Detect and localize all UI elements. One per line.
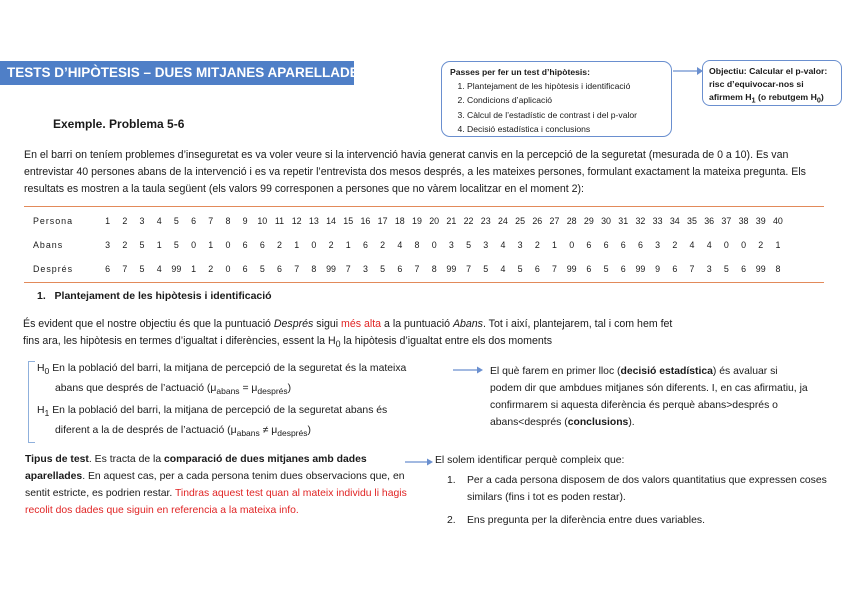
- table-cell: 0: [225, 240, 231, 250]
- table-top-rule: [24, 206, 824, 207]
- equals-sign: =: [239, 383, 252, 395]
- arrow-right-icon: [404, 456, 434, 468]
- step-item: 4. Decisió estadística i conclusions: [467, 122, 663, 136]
- text-span: a la puntuació: [381, 318, 453, 330]
- table-cell: 2: [758, 240, 764, 250]
- row-label: Persona: [33, 216, 74, 226]
- table-cell: 40: [772, 216, 783, 226]
- text-span: En la població del barri, la mitjana de percepció de la seguretat és la mateixa: [49, 363, 407, 374]
- table-cell: 28: [566, 216, 577, 226]
- table-cell: 21: [446, 216, 457, 226]
- arrow-right-icon: [452, 364, 484, 376]
- intro-paragraph: En el barri on teníem problemes d’inseguretat es va voler veure si la intervenció havia generat canvis en la percepció de la seguretat (mesurada de 0 a 10). Es van entrevistar 40 persones abans de la intervenció i es va repetir l’entrevista dos mesos després, a les mateixes persones, formulant exactament la mateixa pregunta. Els resultats es mostren a la taula següent (els valors 99 corresponen a persones que no vàrem localitzar en el moment 2):: [24, 149, 806, 195]
- subscript: després: [257, 386, 288, 397]
- table-cell: 6: [242, 240, 248, 250]
- table-cell: 23: [480, 216, 491, 226]
- list-text: Per a cada persona disposem de dos valors quantitatius que expressen coses similars (fins i tot es poden restar).: [467, 475, 827, 503]
- table-cell: 5: [466, 240, 471, 250]
- steps-heading: Passes per fer un test d’hipòtesis:: [450, 67, 590, 77]
- table-cell: 11: [274, 216, 285, 226]
- test-type-paragraph: [25, 451, 423, 519]
- table-cell: 7: [552, 264, 557, 274]
- table-cell: 6: [191, 216, 196, 226]
- table-cell: 35: [687, 216, 697, 226]
- section-number: 1.: [37, 290, 46, 302]
- table-cell: 7: [294, 264, 300, 274]
- not-equals-sign: ≠: [259, 425, 272, 437]
- table-cell: 34: [669, 216, 680, 226]
- objective-text: Calcular el p-valor: risc d’equivocar-nos si afirmem H: [709, 66, 828, 102]
- table-cell: 5: [603, 264, 609, 274]
- table-cell: 36: [704, 216, 715, 226]
- hypothesis-label: H: [37, 405, 45, 416]
- table-cell: 99: [171, 264, 182, 274]
- highlight-text: Tindras aquest test quan al mateix individu li hagis recolit dos dades que siguin en referencia a la mateixa info.: [25, 488, 407, 516]
- table-cell: 6: [397, 264, 403, 274]
- text-span: diferent a la de després de l’actuació (: [55, 425, 231, 437]
- table-cell: 5: [380, 264, 386, 274]
- steps-box: [441, 61, 672, 137]
- table-cell: 29: [583, 216, 594, 226]
- text-span: . En aquest cas, per a cada persona tenim dues observacions que, en sentit estricte, es podrien restar.: [25, 471, 405, 499]
- table-cell: 99: [326, 264, 336, 274]
- table-cell: 7: [122, 264, 128, 274]
- list-number: 1.: [447, 475, 456, 486]
- text-span: abans que després de l’actuació (: [55, 383, 211, 395]
- table-cell: 30: [601, 216, 611, 226]
- paragraph-line: [23, 333, 743, 353]
- table-cell: 3: [362, 264, 368, 274]
- table-cell: 24: [497, 216, 508, 226]
- table-cell: 4: [156, 264, 162, 274]
- text-span: ): [287, 383, 292, 395]
- hypothesis-line: [37, 360, 437, 380]
- table-cell: 6: [603, 240, 609, 250]
- table-cell: 99: [566, 264, 577, 274]
- table-cell: 2: [122, 216, 128, 226]
- section-paragraph: [23, 316, 743, 353]
- row-label: Abans: [33, 240, 64, 250]
- text-italic: Abans: [452, 318, 483, 330]
- page-title: TESTS D’HIPÒTESIS – DUES MITJANES APARELLADES: [0, 61, 354, 85]
- table-cell: 7: [689, 264, 695, 274]
- mu-symbol: μ: [251, 383, 258, 395]
- decision-paragraph: [490, 363, 810, 431]
- table-cell: 7: [466, 264, 471, 274]
- table-cell: 1: [156, 240, 162, 250]
- table-cell: 33: [652, 216, 663, 226]
- table-cell: 1: [105, 216, 111, 226]
- list-number: 2.: [447, 515, 456, 526]
- text-italic: Després: [273, 318, 314, 330]
- table-cell: 3: [517, 240, 523, 250]
- text-span: fins ara, les hipòtesis en termes d’igualtat i diferències, essent la H: [23, 335, 336, 347]
- objective-box: [702, 60, 842, 106]
- table-cell: 3: [448, 240, 454, 250]
- table-cell: 4: [156, 216, 162, 226]
- subscript: abans: [216, 386, 240, 397]
- section-title: Plantejament de les hipòtesis i identificació: [54, 290, 272, 302]
- table-cell: 1: [294, 240, 300, 250]
- objective-text-2: (o rebutgem H: [755, 92, 817, 102]
- objective-label: Objectiu:: [709, 66, 747, 76]
- list-item: [447, 472, 827, 506]
- subscript: 1: [44, 408, 50, 419]
- text-span: El què farem en primer lloc (: [490, 366, 621, 377]
- table-cell: 2: [208, 264, 214, 274]
- subscript: 0: [44, 366, 50, 377]
- table-cell: 25: [515, 216, 526, 226]
- table-cell: 0: [311, 240, 317, 250]
- table-cell: 6: [741, 264, 746, 274]
- table-cell: 7: [208, 216, 214, 226]
- table-cell: 18: [394, 216, 405, 226]
- text-span: . Tot i així, plantejarem, tal i com hem fet: [482, 318, 673, 330]
- mu-symbol: μ: [210, 383, 217, 395]
- objective-text-3: ): [820, 92, 824, 102]
- table-cell: 5: [139, 264, 145, 274]
- text-span: la hipòtesis d’igualtat entre els dos moments: [340, 335, 552, 347]
- table-cell: 6: [277, 264, 282, 274]
- row-label: Després: [33, 264, 74, 274]
- arrow-right-icon: [672, 64, 704, 78]
- table-cell: 0: [569, 240, 575, 250]
- hypotheses-bracket: [28, 361, 35, 443]
- list-text: Ens pregunta per la diferència entre dues variables.: [467, 515, 705, 526]
- table-cell: 17: [377, 216, 388, 226]
- table-cell: 6: [620, 264, 626, 274]
- table-cell: 2: [277, 240, 282, 250]
- example-title: Exemple. Problema 5-6: [53, 117, 185, 131]
- table-cell: 3: [483, 240, 489, 250]
- table-cell: 8: [414, 240, 420, 250]
- table-cell: 4: [500, 240, 506, 250]
- table-cell: 13: [308, 216, 319, 226]
- hypothesis-label: H: [37, 363, 45, 374]
- table-cell: 3: [105, 240, 111, 250]
- table-row: [33, 209, 787, 233]
- table-cell: 5: [173, 240, 179, 250]
- table-cell: 8: [225, 216, 231, 226]
- text-span: ): [307, 425, 311, 437]
- table-cell: 10: [257, 216, 268, 226]
- table-cell: 27: [549, 216, 560, 226]
- null-hypothesis: [37, 360, 437, 400]
- table-cell: 8: [311, 264, 317, 274]
- table-cell: 4: [397, 240, 403, 250]
- table-cell: 37: [721, 216, 732, 226]
- objective-sub: 1: [751, 95, 756, 105]
- table-cell: 8: [775, 264, 781, 274]
- table-cell: 32: [635, 216, 646, 226]
- subscript: abans: [236, 428, 260, 439]
- table-cell: 2: [122, 240, 128, 250]
- table-cell: 0: [723, 240, 729, 250]
- table-cell: 38: [738, 216, 749, 226]
- section-heading: [37, 290, 272, 302]
- table-cell: 14: [326, 216, 336, 226]
- table-row: [33, 257, 787, 281]
- table-cell: 19: [412, 216, 422, 226]
- table-cell: 4: [706, 240, 712, 250]
- list-item: [447, 512, 827, 529]
- table-cell: 9: [655, 264, 661, 274]
- table-cell: 0: [431, 240, 437, 250]
- table-row: [33, 233, 787, 257]
- bold-text: conclusions: [567, 417, 629, 428]
- table-cell: 3: [655, 240, 661, 250]
- text-span: En la població del barri, la mitjana de percepció de la seguretat abans és: [49, 405, 388, 416]
- table-cell: 3: [706, 264, 712, 274]
- mu-symbol: μ: [230, 425, 237, 437]
- table-cell: 6: [105, 264, 111, 274]
- table-cell: 1: [345, 240, 351, 250]
- bold-text: decisió estadística: [620, 366, 713, 377]
- step-item: 3. Càlcul de l’estadístic de contrast i del p-valor: [467, 108, 663, 122]
- paragraph-line: [23, 316, 743, 333]
- step-item: 1. Plantejament de les hipòtesis i identificació: [467, 79, 663, 93]
- identify-intro: El solem identificar perquè compleix que:: [435, 455, 625, 466]
- table-cell: 3: [139, 216, 145, 226]
- table-cell: 6: [242, 264, 248, 274]
- hypothesis-line: [37, 380, 437, 400]
- objective-sub-2: 0: [816, 95, 821, 105]
- table-cell: 31: [618, 216, 629, 226]
- table-cell: 7: [414, 264, 420, 274]
- bold-text: comparació de dues mitjanes amb dades aparellades: [25, 454, 367, 482]
- subscript: 0: [335, 339, 341, 350]
- identify-list: [447, 472, 827, 535]
- steps-list: [450, 79, 663, 136]
- table-cell: 26: [532, 216, 543, 226]
- table-cell: 1: [208, 240, 214, 250]
- table-cell: 6: [362, 240, 368, 250]
- table-cell: 15: [343, 216, 354, 226]
- table-cell: 99: [635, 264, 646, 274]
- table-cell: 4: [689, 240, 695, 250]
- table-cell: 16: [360, 216, 371, 226]
- table-cell: 5: [259, 264, 265, 274]
- mu-symbol: μ: [271, 425, 278, 437]
- table-cell: 9: [242, 216, 248, 226]
- highlight-text: més alta: [341, 318, 382, 330]
- text-span: ) és avaluar si podem dir que ambdues mitjanes són diferents. I, en cas afirmatiu, ja confirmarem si aquesta diferència és perquè abans>després o abans<després (: [490, 366, 808, 428]
- table-cell: 1: [191, 264, 196, 274]
- text-span: ).: [628, 417, 635, 428]
- table-cell: 6: [637, 240, 643, 250]
- hypothesis-line: [37, 402, 437, 422]
- data-table: [33, 209, 787, 281]
- table-cell: 6: [586, 264, 592, 274]
- step-item: 2. Condicions d’aplicació: [467, 93, 663, 107]
- table-cell: 22: [463, 216, 474, 226]
- table-cell: 5: [483, 264, 489, 274]
- table-cell: 99: [446, 264, 457, 274]
- table-cell: 8: [431, 264, 437, 274]
- table-cell: 2: [672, 240, 678, 250]
- table-cell: 6: [620, 240, 626, 250]
- table-cell: 5: [723, 264, 729, 274]
- table-cell: 99: [755, 264, 766, 274]
- table-cell: 1: [775, 240, 781, 250]
- subscript: després: [277, 428, 308, 439]
- table-cell: 5: [173, 216, 179, 226]
- text-span: sigui: [313, 318, 342, 330]
- table-cell: 4: [500, 264, 506, 274]
- table-cell: 5: [517, 264, 523, 274]
- text-span: . Es tracta de la: [88, 454, 164, 465]
- table-cell: 6: [259, 240, 265, 250]
- table-cell: 6: [672, 264, 678, 274]
- table-cell: 39: [755, 216, 766, 226]
- table-cell: 12: [291, 216, 302, 226]
- text-span: És evident que el nostre objectiu és que la puntuació: [23, 318, 274, 330]
- table-cell: 5: [139, 240, 145, 250]
- alternative-hypothesis: [37, 402, 437, 442]
- table-bottom-rule: [24, 282, 824, 283]
- table-cell: 6: [534, 264, 540, 274]
- table-cell: 2: [380, 240, 386, 250]
- table-cell: 2: [534, 240, 540, 250]
- bold-text: Tipus de test: [25, 454, 89, 465]
- hypothesis-line: [37, 422, 437, 442]
- table-cell: 7: [345, 264, 351, 274]
- table-cell: 0: [191, 240, 196, 250]
- table-cell: 1: [552, 240, 557, 250]
- table-cell: 2: [328, 240, 334, 250]
- table-cell: 20: [429, 216, 440, 226]
- table-cell: 0: [225, 264, 231, 274]
- table-cell: 0: [741, 240, 746, 250]
- table-cell: 6: [586, 240, 592, 250]
